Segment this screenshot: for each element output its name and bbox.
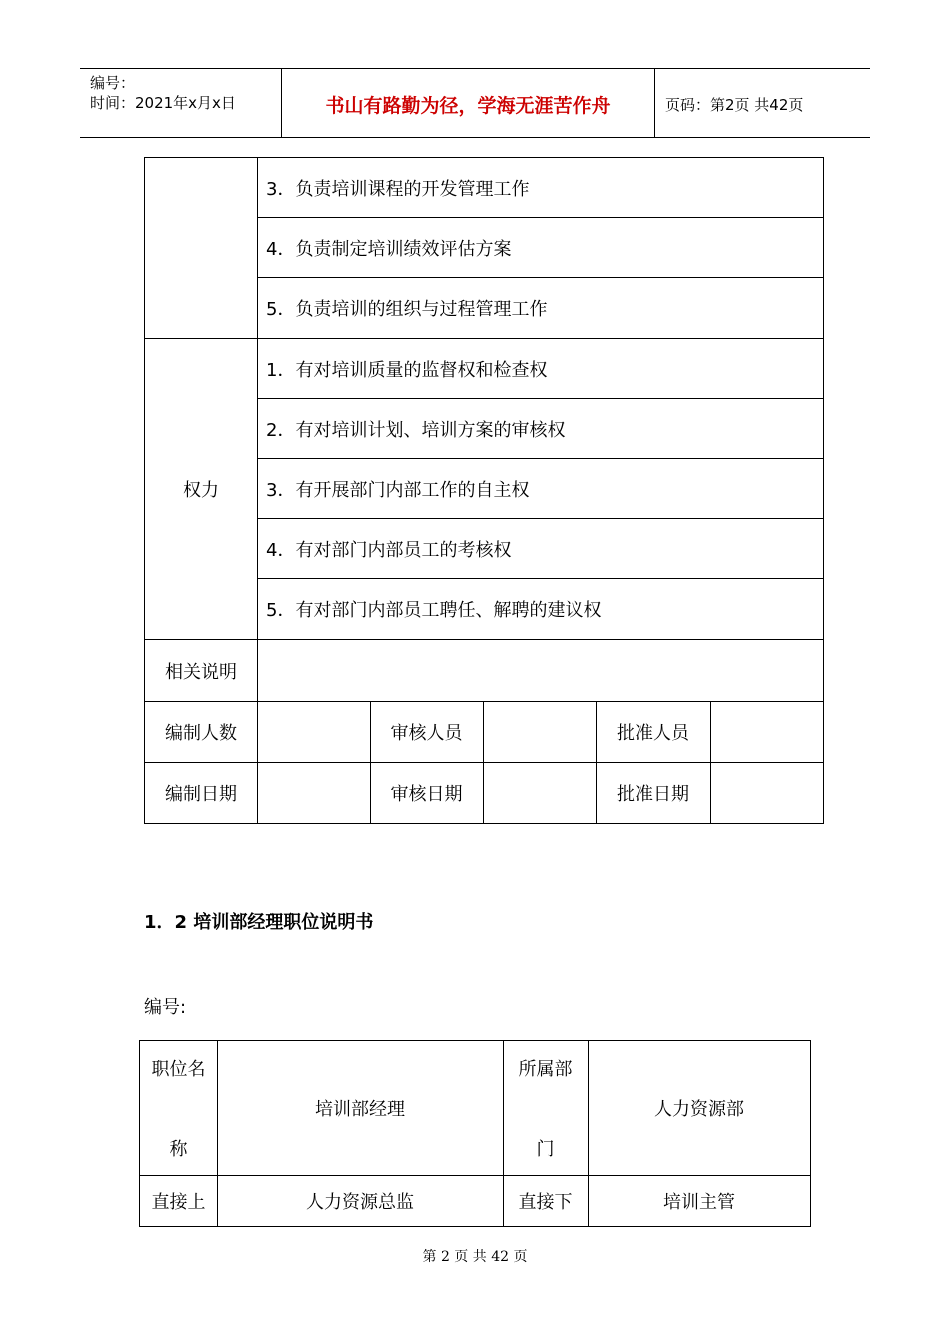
review-date-value [483, 762, 597, 824]
position-name-label-line1: 职位名 [151, 1059, 206, 1080]
headcount-label: 编制人数 [144, 701, 258, 763]
notes-value [257, 639, 824, 702]
position-name-value: 培训部经理 [217, 1040, 504, 1176]
position-name-label-line2: 称 [169, 1139, 188, 1160]
header-page-cell [655, 69, 870, 137]
superior-value: 人力资源总监 [217, 1175, 504, 1227]
review-date-label: 审核日期 [370, 762, 484, 824]
department-label-line2: 门 [536, 1139, 555, 1160]
reviewer-value [483, 701, 597, 763]
duty-item: 4．负责制定培训绩效评估方案 [257, 217, 824, 278]
compile-date-label: 编制日期 [144, 762, 258, 824]
approver-value [710, 701, 824, 763]
header-motto-cell [282, 69, 655, 137]
approve-date-label: 批准日期 [596, 762, 711, 824]
page-footer: 第 2 页 共 42 页 [422, 1249, 528, 1265]
duty-item: 5．负责培训的组织与过程管理工作 [257, 277, 824, 339]
approver-label: 批准人员 [596, 701, 711, 763]
compile-date-value [257, 762, 371, 824]
approve-date-value [710, 762, 824, 824]
header-motto: 书山有路勤为径，学海无涯苦作舟 [325, 95, 611, 117]
department-value: 人力资源部 [588, 1040, 811, 1176]
header-time-label: 时间：2021年x月x日 [90, 94, 236, 112]
header-number-label: 编号： [90, 74, 136, 92]
headcount-value [257, 701, 371, 763]
department-label-line1: 所属部 [518, 1059, 573, 1080]
power-item: 3．有开展部门内部工作的自主权 [257, 458, 824, 519]
power-item: 2．有对培训计划、培训方案的审核权 [257, 398, 824, 459]
power-item: 1．有对培训质量的监督权和检查权 [257, 338, 824, 399]
position-name-label-cell [139, 1040, 218, 1176]
duty-item: 3．负责培训课程的开发管理工作 [257, 157, 824, 218]
power-label: 权力 [144, 338, 258, 640]
subordinate-label: 直接下 [503, 1175, 589, 1227]
header-page-info: 页码：第2页 共42页 [665, 96, 804, 114]
superior-label: 直接上 [139, 1175, 218, 1227]
reviewer-label: 审核人员 [370, 701, 484, 763]
power-item: 5．有对部门内部员工聘任、解聘的建议权 [257, 578, 824, 640]
document-number-label: 编号: [144, 997, 187, 1018]
section-title: 1．2 培训部经理职位说明书 [144, 912, 374, 933]
page-header [80, 68, 870, 138]
notes-label: 相关说明 [144, 639, 258, 702]
department-label-cell [503, 1040, 589, 1176]
header-meta-cell [80, 69, 282, 137]
duty-label-cell [144, 157, 258, 339]
subordinate-value: 培训主管 [588, 1175, 811, 1227]
power-item: 4．有对部门内部员工的考核权 [257, 518, 824, 579]
